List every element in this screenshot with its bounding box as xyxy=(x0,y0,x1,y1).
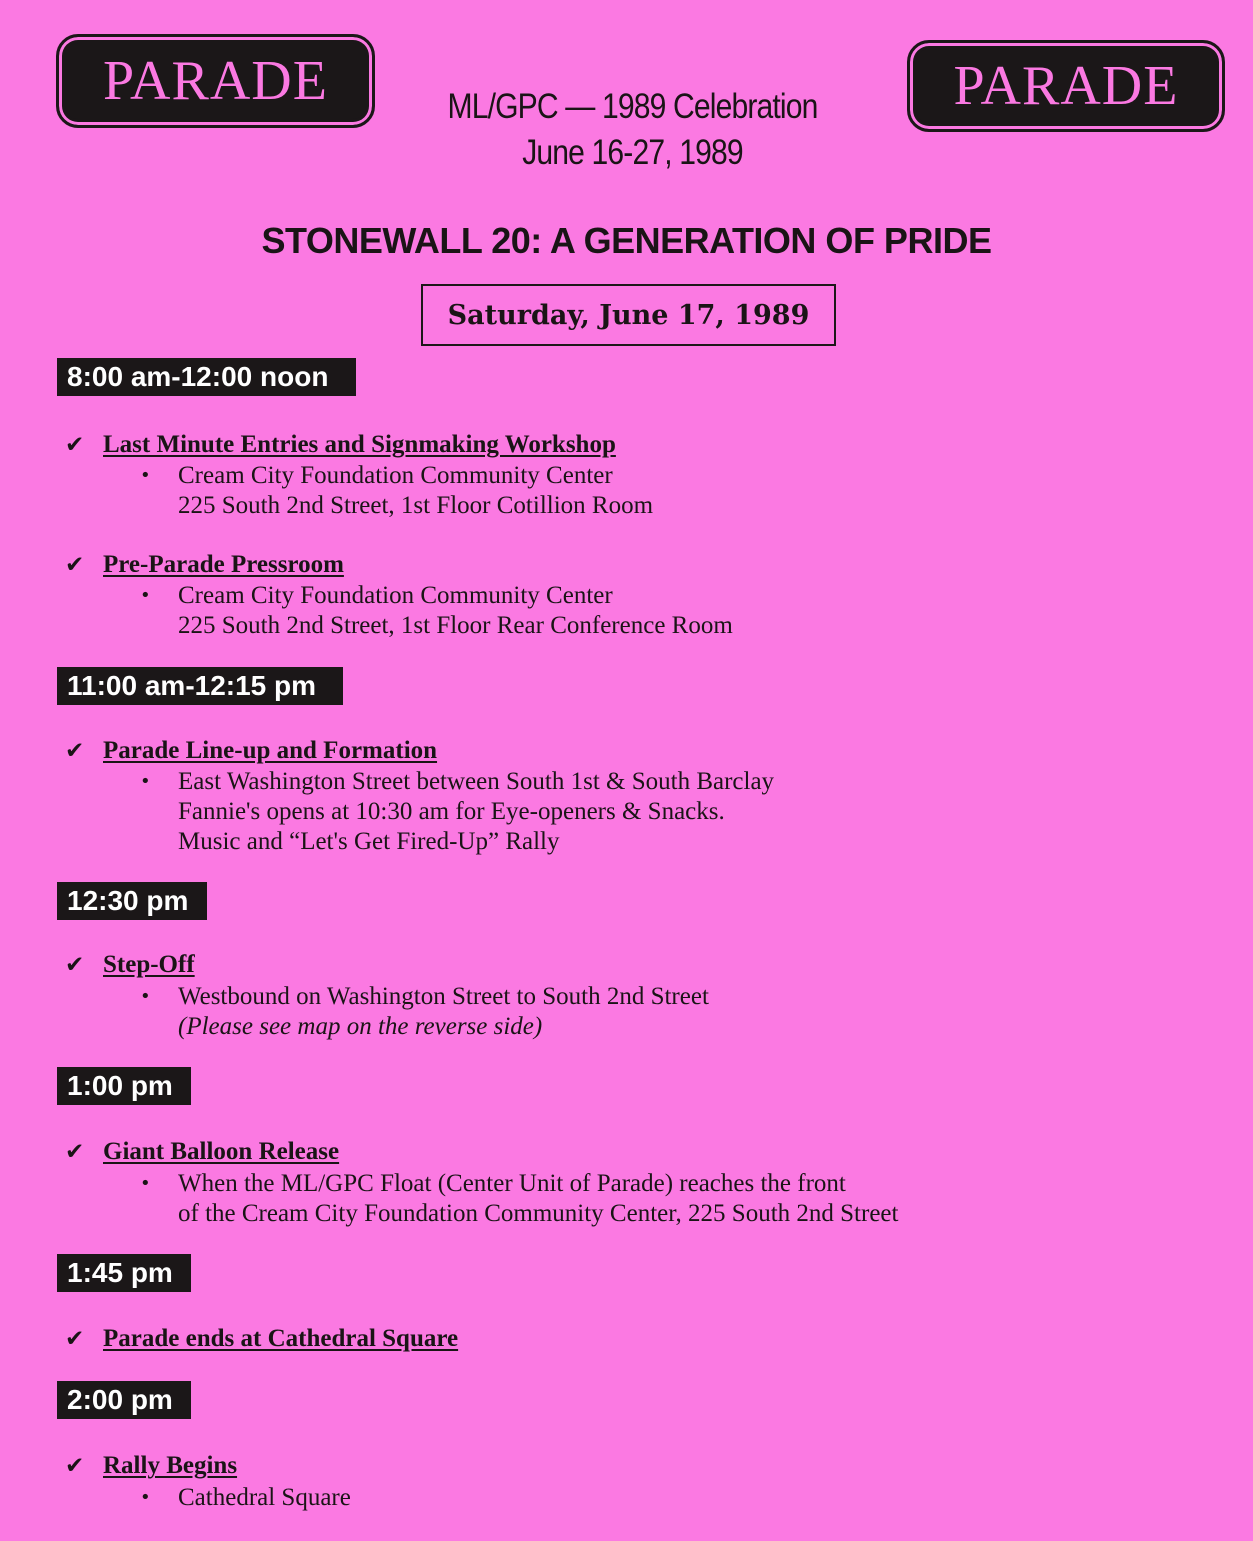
event-item xyxy=(65,432,616,457)
checkmark-icon: ✔ xyxy=(65,1453,85,1479)
parade-logo-right xyxy=(907,40,1225,132)
event-title: Last Minute Entries and Signmaking Workshop xyxy=(103,431,616,458)
time-bar: 11:00 am-12:15 pm xyxy=(57,667,343,705)
event-details xyxy=(140,1483,351,1513)
parade-logo-text: PARADE xyxy=(953,55,1179,117)
event-date-box xyxy=(421,284,836,346)
event-title: Pre-Parade Pressroom xyxy=(103,551,344,578)
bullet-icon: • xyxy=(140,1173,151,1194)
checkmark-icon: ✔ xyxy=(65,738,85,764)
event-details xyxy=(140,767,774,857)
event-item xyxy=(65,552,344,577)
event-details xyxy=(140,982,709,1042)
event-item xyxy=(65,738,437,763)
event-details xyxy=(140,1169,898,1229)
event-title: Rally Begins xyxy=(103,1452,238,1479)
time-bar: 8:00 am-12:00 noon xyxy=(57,358,356,396)
event-title: Step-Off xyxy=(103,951,195,978)
detail-line: East Washington Street between South 1st & South Barclay xyxy=(178,768,775,795)
detail-line: When the ML/GPC Float (Center Unit of Parade) reaches the front xyxy=(178,1170,846,1197)
detail-line: Fannie's opens at 10:30 am for Eye-openers & Snacks. xyxy=(178,798,725,825)
detail-line: 225 South 2nd Street, 1st Floor Cotillion Room xyxy=(178,492,654,519)
celebration-dates: June 16-27, 1989 xyxy=(522,133,743,172)
checkmark-icon: ✔ xyxy=(65,432,85,458)
parade-logo-text: PARADE xyxy=(103,50,328,112)
event-date: Saturday, June 17, 1989 xyxy=(447,299,810,331)
detail-line: Music and “Let's Get Fired-Up” Rally xyxy=(178,828,560,855)
checkmark-icon: ✔ xyxy=(65,1139,85,1165)
time-bar: 12:30 pm xyxy=(57,882,207,920)
event-details xyxy=(140,461,653,521)
event-item xyxy=(65,1139,339,1164)
bullet-icon: • xyxy=(140,771,151,792)
event-item xyxy=(65,1326,458,1351)
detail-line: Cream City Foundation Community Center xyxy=(178,582,613,609)
event-item xyxy=(65,952,195,977)
checkmark-icon: ✔ xyxy=(65,1326,85,1352)
event-details xyxy=(140,581,733,641)
detail-note: (Please see map on the reverse side) xyxy=(178,1013,543,1040)
detail-line: Cathedral Square xyxy=(178,1484,351,1511)
checkmark-icon: ✔ xyxy=(65,952,85,978)
detail-line: Cream City Foundation Community Center xyxy=(178,462,613,489)
event-title: Giant Balloon Release xyxy=(103,1138,340,1165)
bullet-icon: • xyxy=(140,986,151,1007)
parade-logo-left xyxy=(56,34,375,128)
detail-line: of the Cream City Foundation Community Center, 225 South 2nd Street xyxy=(178,1200,899,1227)
celebration-title: ML/GPC — 1989 Celebration xyxy=(447,87,818,126)
bullet-icon: • xyxy=(140,465,151,486)
checkmark-icon: ✔ xyxy=(65,552,85,578)
detail-line: Westbound on Washington Street to South 2nd Street xyxy=(178,983,709,1010)
time-bar: 2:00 pm xyxy=(57,1381,191,1419)
event-title: Parade Line-up and Formation xyxy=(103,737,438,764)
bullet-icon: • xyxy=(140,585,151,606)
time-bar: 1:00 pm xyxy=(57,1067,191,1105)
event-item xyxy=(65,1453,237,1478)
event-title: Parade ends at Cathedral Square xyxy=(103,1325,459,1352)
page-title: STONEWALL 20: A GENERATION OF PRIDE xyxy=(261,220,992,261)
detail-line: 225 South 2nd Street, 1st Floor Rear Conference Room xyxy=(178,612,733,639)
bullet-icon: • xyxy=(140,1487,151,1508)
time-bar: 1:45 pm xyxy=(57,1254,191,1292)
